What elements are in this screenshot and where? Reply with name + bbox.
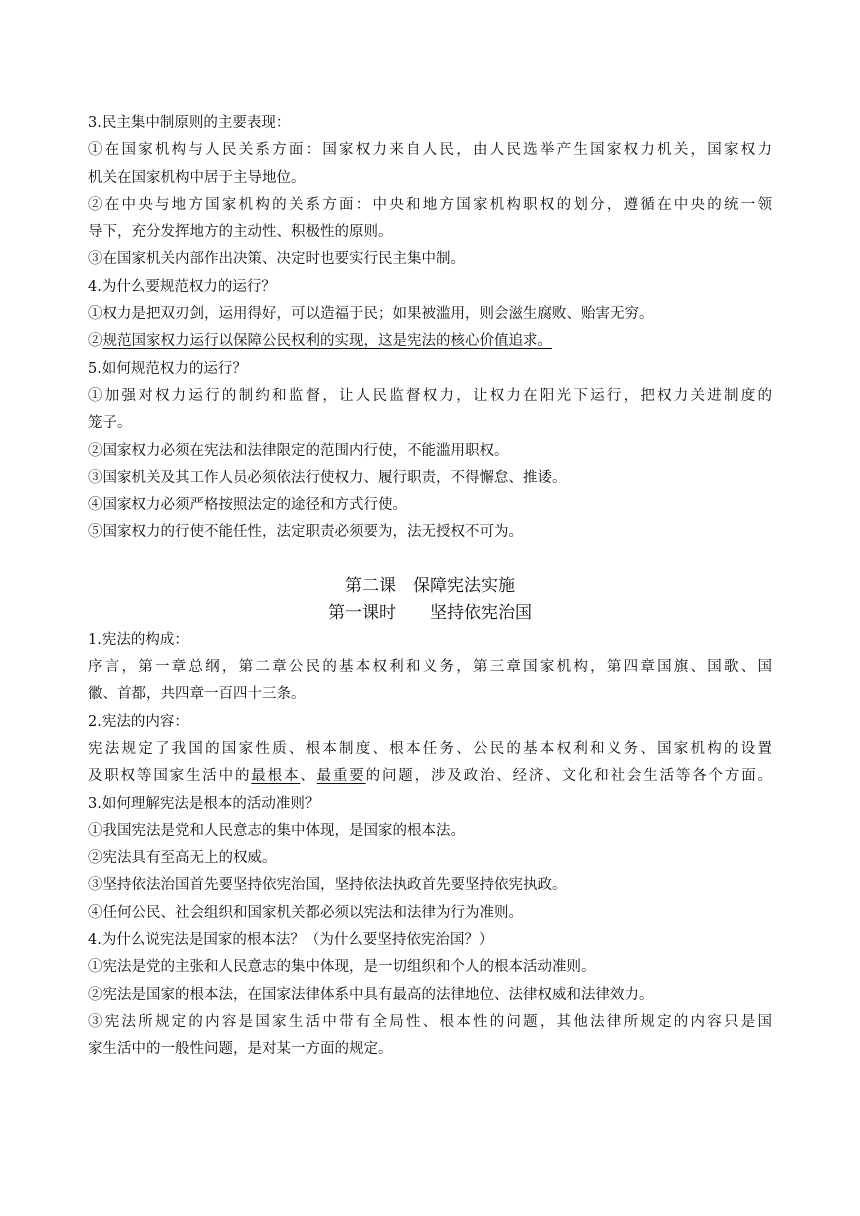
- answer-line: ②宪法具有至高无上的权威。: [88, 850, 277, 867]
- answer-line: ①在国家机构与人民关系方面：国家权力来自人民，由人民选举产生国家权力机关，国家权力: [88, 142, 772, 159]
- answer-line: ③坚持依法治国首先要坚持依宪治国，坚持依法执政首先要坚持依宪执政。: [88, 877, 567, 894]
- answer-line: 徽、首都，共四章一百四十三条。: [88, 686, 306, 703]
- question-heading: 3.民主集中制原则的主要表现：: [88, 115, 291, 131]
- answer-line: ⑤国家权力的行使不能任性，法定职责必须要为，法无授权不可为。: [88, 524, 523, 541]
- answer-line: 家生活中的一般性问题，是对某一方面的规定。: [88, 1041, 393, 1058]
- answer-line: ②宪法是国家的根本法，在国家法律体系中具有最高的法律地位、法律权威和法律效力。: [88, 986, 654, 1003]
- lesson-subtitle: 第一课时 坚持依宪治国: [328, 602, 532, 623]
- question-heading: 4.为什么说宪法是国家的根本法？（为什么要坚持依宪治国？）: [88, 932, 494, 949]
- question-heading: 4.为什么要规范权力的运行？: [88, 278, 276, 295]
- answer-line: ③宪法所规定的内容是国家生活中带有全局性、根本性的问题，其他法律所规定的内容只是国: [88, 1013, 772, 1030]
- underlined-key-point: 规范国家权力运行以保障公民权利的实现，这是宪法的核心价值追求。: [102, 333, 552, 350]
- answer-line: 笼子。: [88, 415, 132, 432]
- section-power-regulation: [88, 110, 772, 547]
- answer-line: 导下，充分发挥地方的主动性、积极性的原则。: [88, 224, 393, 241]
- underlined-term: 最重要: [316, 768, 366, 785]
- answer-line: ①我国宪法是党和人民意志的集中体现，是国家的根本法。: [88, 822, 465, 839]
- answer-line: 序言，第一章总纲，第二章公民的基本权利和义务，第三章国家机构，第四章国旗、国歌、国: [88, 659, 772, 676]
- answer-line: ①权力是把双刃剑，运用得好，可以造福于民；如果被滥用，则会滋生腐败、贻害无穷。: [88, 306, 654, 323]
- item-marker: ②: [88, 333, 103, 350]
- answer-line: ③在国家机关内部作出决策、决定时也要实行民主集中制。: [88, 251, 465, 268]
- answer-line: ①加强对权力运行的制约和监督，让人民监督权力，让权力在阳光下运行，把权力关进制度的: [88, 387, 772, 404]
- lesson-title: 第二课 保障宪法实施: [345, 575, 515, 596]
- answer-line: 及职权等国家生活中的最根本、最重要的问题，涉及政治、经济、文化和社会生活等各个方面。: [88, 768, 773, 785]
- answer-line: 宪法规定了我国的国家性质、根本制度、根本任务、公民的基本权利和义务、国家机构的设置: [88, 740, 772, 757]
- answer-line: ②在中央与地方国家机构的关系方面：中央和地方国家机构职权的划分，遵循在中央的统一领: [88, 196, 772, 213]
- answer-line: ③国家机关及其工作人员必须依法行使权力、履行职责，不得懈怠、推诿。: [88, 469, 567, 486]
- answer-line: 机关在国家机构中居于主导地位。: [88, 169, 306, 186]
- answer-line: ④国家权力必须严格按照法定的途径和方式行使。: [88, 497, 407, 514]
- question-heading: 5.如何规范权力的运行？: [88, 360, 247, 377]
- answer-line: [88, 328, 772, 355]
- underlined-term: 最根本: [251, 768, 301, 785]
- section-constitution: [88, 627, 772, 1064]
- answer-line: ①宪法是党的主张和人民意志的集中体现，是一切组织和个人的根本活动准则。: [88, 959, 596, 976]
- question-heading: 1.宪法的构成：: [88, 631, 189, 648]
- question-heading: 2.宪法的内容：: [88, 713, 189, 730]
- answer-line: ④任何公民、社会组织和国家机关都必须以宪法和法律为行为准则。: [88, 904, 523, 921]
- answer-line: ②国家权力必须在宪法和法律限定的范围内行使，不能滥用职权。: [88, 442, 509, 459]
- question-heading: 3.如何理解宪法是根本的活动准则？: [88, 795, 320, 812]
